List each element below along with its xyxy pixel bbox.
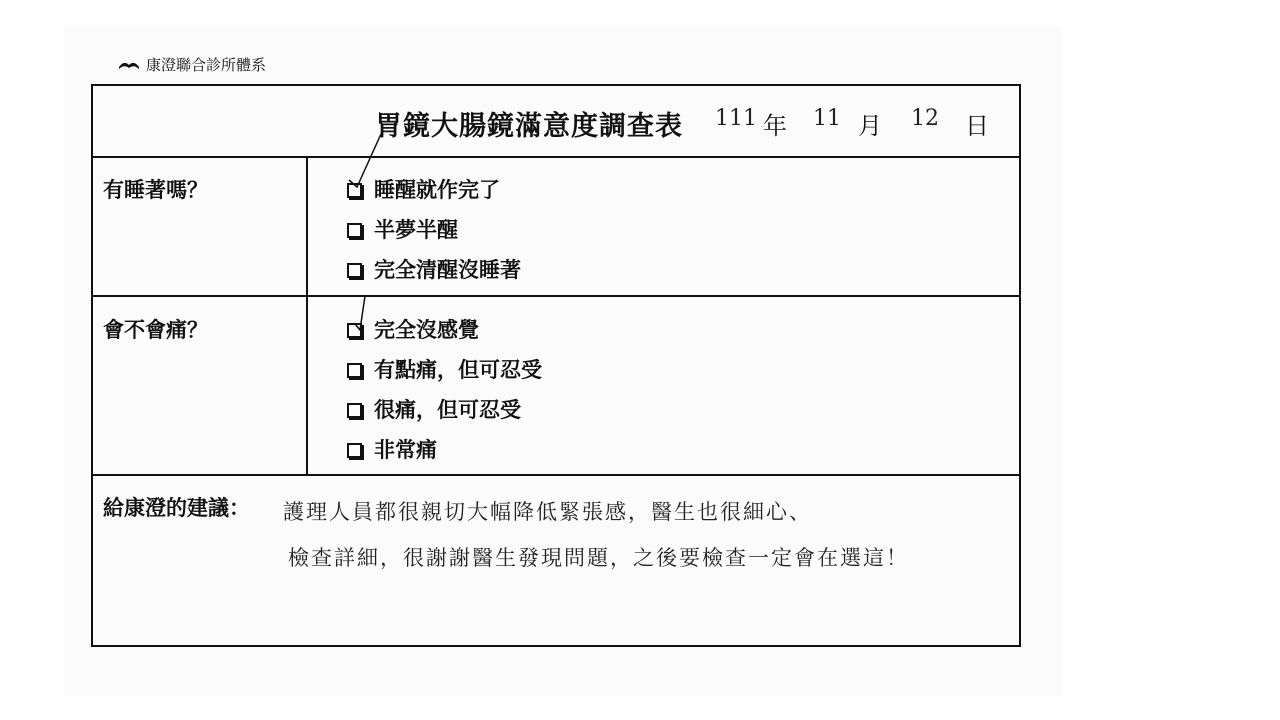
divider-q2	[93, 474, 1019, 476]
q2-option-2[interactable]	[347, 354, 542, 384]
clinic-logo-icon	[118, 59, 140, 71]
form-title: 胃鏡大腸鏡滿意度調查表	[375, 111, 683, 142]
q1-label: 有睡著嗎？	[103, 178, 208, 202]
option-label: 非常痛	[374, 438, 437, 462]
suggestion-line-2[interactable]: 檢查詳細，很謝謝醫生發現問題，之後要檢查一定會在選這！	[288, 546, 909, 570]
date-year-value: 111	[715, 106, 757, 131]
date-year-unit: 年	[763, 112, 787, 140]
date-month-value: 11	[813, 106, 841, 131]
option-label: 有點痛，但可忍受	[374, 358, 542, 382]
q2-option-3[interactable]	[347, 394, 521, 424]
option-label: 完全沒感覺	[374, 318, 479, 342]
q1-check-mark-icon	[343, 132, 383, 192]
q1-option-2[interactable]	[347, 214, 458, 244]
date-day-unit: 日	[965, 112, 989, 140]
checkbox[interactable]	[347, 403, 362, 418]
divider-q1	[93, 295, 1019, 297]
checkbox[interactable]	[347, 263, 362, 278]
survey-form	[91, 84, 1021, 647]
clinic-header	[118, 54, 266, 75]
clinic-name: 康澄聯合診所體系	[146, 56, 267, 74]
suggestion-line-1[interactable]: 護理人員都很親切大幅降低緊張感，醫生也很細心、	[283, 500, 812, 524]
option-label: 很痛，但可忍受	[374, 398, 521, 422]
checkbox[interactable]	[347, 223, 362, 238]
checkbox[interactable]	[347, 443, 362, 458]
q1-option-3[interactable]	[347, 254, 521, 284]
q2-option-4[interactable]	[347, 434, 437, 464]
option-label: 睡醒就作完了	[374, 178, 500, 202]
divider-column	[306, 156, 308, 476]
divider-title	[93, 156, 1019, 158]
date-day-value: 12	[911, 106, 939, 131]
option-label: 完全清醒沒睡著	[374, 258, 521, 282]
option-label: 半夢半醒	[374, 218, 458, 242]
q2-label: 會不會痛？	[103, 318, 208, 342]
q2-check-mark-icon	[351, 294, 381, 334]
checkbox[interactable]	[347, 363, 362, 378]
suggestion-label: 給康澄的建議：	[103, 496, 250, 520]
date-month-unit: 月	[858, 112, 882, 140]
